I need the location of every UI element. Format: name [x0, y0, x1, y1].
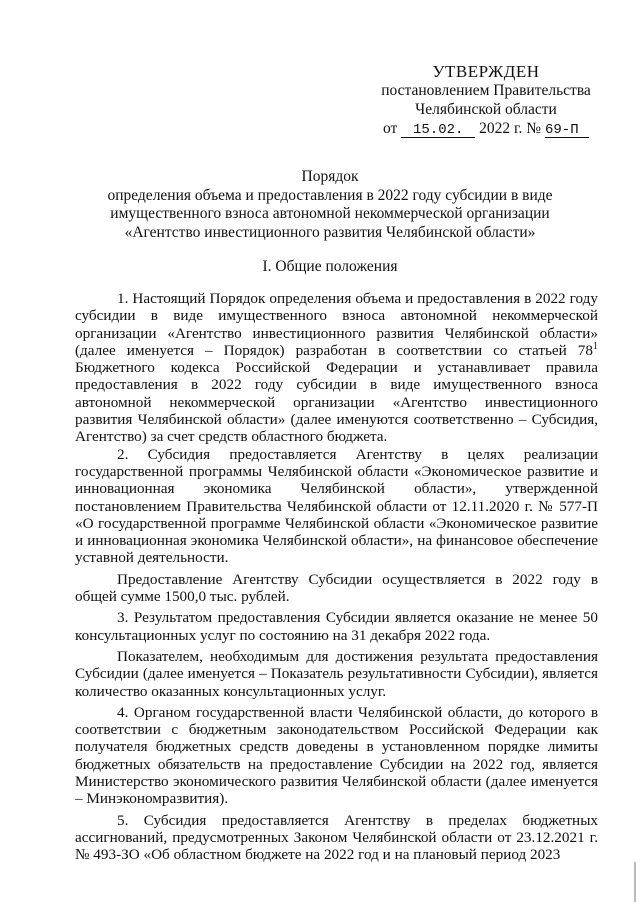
approval-date: 15.02.	[401, 123, 475, 138]
paragraph-2b: Предоставление Агентству Субсидии осуществляется в 2022 году в общей сумме 1500,0 тыс. рублей.	[75, 570, 598, 606]
approval-number: 69-П	[545, 123, 589, 138]
approval-stamp	[370, 62, 602, 138]
title-line-4: «Агентство инвестиционного развития Челябинской области»	[124, 223, 536, 241]
approval-prefix: от	[383, 120, 398, 137]
paragraph-1-part-b: Бюджетного кодекса Российской Федерации и устанавливает правила предоставления в 2022 году субсидии в виде имущественного взноса автономной некоммерческой организации «Агентство инвестиционного развития Челябинской области» (далее именуются соответственно – Субсидия, Агентство) за счет средств областного бюджета.	[75, 359, 598, 446]
document-title	[60, 168, 600, 242]
approval-title: УТВЕРЖДЕН	[432, 62, 540, 81]
approval-line-1: постановлением Правительства	[381, 82, 591, 99]
approval-year: 2022 г. №	[479, 120, 542, 137]
paragraph-1	[75, 290, 598, 446]
title-line-2: определения объема и предоставления в 2022 году субсидии в виде	[107, 186, 553, 204]
paragraph-2: 2. Субсидия предоставляется Агентству в целях реализации государственной программы Челябинской области «Экономическое развитие и инновационная экономика Челябинской области», утвержденной постановлением Правительства Челябинской области от 12.11.2020 г. № 577-П «О государственной программе Челябинской области «Экономическое развитие и инновационная экономика Челябинской области», на финансовое обеспечение уставной деятельности.	[75, 445, 598, 567]
body-text	[75, 290, 598, 864]
title-line-3: имущественного взноса автономной некоммерческой организации	[110, 205, 550, 222]
section-heading: I. Общие положения	[262, 258, 398, 275]
scan-edge-mark	[634, 862, 636, 902]
paragraph-1-part-a: 1. Настоящий Порядок определения объема и предоставления в 2022 году субсидии в виде имущественного взноса автономной некоммерческой организации «Агентство инвестиционного развития Челябинской области» (далее именуется – Порядок) разработан в соответствии со статьей 78	[75, 290, 598, 359]
paragraph-3b: Показателем, необходимым для достижения результата предоставления Субсидии (далее именуется – Показатель результативности Субсидии), является количество оказанных консультационных услуг.	[75, 647, 598, 700]
paragraph-3: 3. Результатом предоставления Субсидии является оказание не менее 50 консультационных услуг по состоянию на 31 декабря 2022 года.	[75, 609, 598, 644]
superscript: 1	[593, 340, 598, 352]
paragraph-5: 5. Субсидия предоставляется Агентству в пределах бюджетных ассигнований, предусмотренных Законом Челябинской области от 23.12.2021 г. № 493-ЗО «Об областном бюджете на 2022 год и на плановый период 2023	[75, 811, 598, 864]
approval-date-line	[370, 119, 602, 138]
approval-line-2: Челябинской области	[415, 101, 557, 118]
paragraph-4: 4. Органом государственной власти Челябинской области, до которого в соответствии с бюджетным законодательством Российской Федерации как получателя бюджетных средств доведены в установленном порядке лимиты бюджетных обязательств на предоставление Субсидии на 2022 год, является Министерство экономического развития Челябинской области (далее именуется – Минэкономразвития).	[75, 703, 598, 808]
title-line-1: Порядок	[301, 168, 359, 185]
